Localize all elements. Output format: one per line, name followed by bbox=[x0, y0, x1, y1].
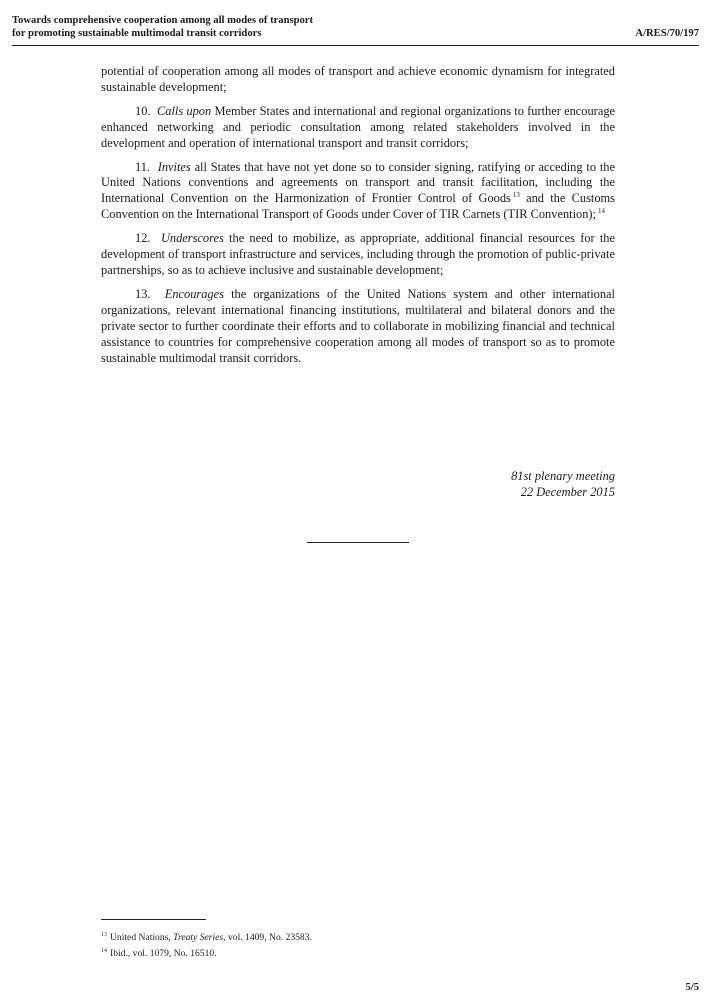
meeting-date: 22 December 2015 bbox=[520, 484, 615, 499]
footnote-marker: 13 bbox=[101, 932, 107, 938]
paragraph-continued bbox=[101, 64, 615, 96]
paragraph-text: potential of cooperation among all modes of transport and achieve economic dynamism for integrated sustainable development; bbox=[101, 64, 615, 94]
paragraph-13 bbox=[101, 287, 615, 367]
page-number: 5/5 bbox=[685, 982, 699, 993]
paragraph-number: 13. bbox=[135, 286, 151, 301]
paragraph-number: 10. bbox=[135, 103, 151, 118]
footnote-text: United Nations, bbox=[110, 932, 174, 943]
paragraph-keyword: Calls upon bbox=[157, 103, 212, 118]
paragraph-12 bbox=[101, 231, 615, 279]
header-title bbox=[12, 15, 313, 40]
paragraph-keyword: Invites bbox=[157, 159, 191, 174]
paragraph-text: Member States and international and regional organizations to further encourage enhanced networking and periodic consultation among related stakeholders involved in the development and operation of international transport and transit corridors; bbox=[101, 103, 616, 150]
paragraph-text: all States that have not yet done so to consider signing, ratifying or acceding to the United Nations conventions and agreements on transport and transit facilitation, including the International Convention on the Harmonization of Frontier Control of Goods bbox=[101, 159, 616, 206]
footnote-text: Ibid., vol. 1079, No. 16510. bbox=[110, 948, 217, 959]
paragraph-10 bbox=[101, 104, 615, 152]
paragraph-text: the organizations of the United Nations system and other international organizations, relevant international financing institutions, multilateral and bilateral donors and the private sector to further coordinate their efforts and to collaborate in mobilizing financial and technical assistance to countries for comprehensive cooperation among all modes of transport so as to promote sustainable multimodal transit corridors. bbox=[101, 286, 615, 365]
document-symbol: A/RES/70/197 bbox=[635, 28, 699, 39]
paragraph-text: the need to mobilize, as appropriate, additional financial resources for the development of transport infrastructure and services, including through the promotion of public-private partnerships, so as to achieve inclusive and sustainable development; bbox=[101, 231, 615, 277]
paragraph-keyword: Underscores bbox=[160, 231, 224, 246]
paragraph-number: 11. bbox=[135, 159, 151, 174]
header-title-line-2: for promoting sustainable multimodal transit corridors bbox=[12, 27, 262, 39]
meeting-session: 81st plenary meeting bbox=[511, 469, 615, 483]
paragraph-11 bbox=[101, 160, 615, 224]
footnote-13 bbox=[101, 930, 312, 946]
meeting-info bbox=[511, 469, 615, 501]
footnote-italic-text: Treaty Series bbox=[173, 932, 224, 943]
footnote-marker: 14 bbox=[101, 948, 107, 954]
paragraph-text: and the Customs Convention on the International Transport of Goods under Cover of TIR Carnets (TIR Convention); bbox=[101, 191, 615, 222]
footnote-separator bbox=[101, 919, 206, 920]
paragraph-keyword: Encourages bbox=[164, 286, 224, 301]
end-of-resolution-rule bbox=[307, 542, 409, 543]
footnote-ref-13[interactable]: 13 bbox=[512, 191, 520, 200]
paragraph-number: 12. bbox=[135, 231, 151, 246]
header-title-line-1: Towards comprehensive cooperation among all modes of transport bbox=[12, 15, 314, 26]
footnote-text: , vol. 1409, No. 23583. bbox=[223, 932, 312, 943]
page-header bbox=[12, 15, 699, 46]
footnote-ref-14[interactable]: 14 bbox=[597, 207, 605, 216]
footnote-14 bbox=[101, 946, 312, 962]
footnotes bbox=[101, 930, 312, 962]
resolution-body bbox=[101, 64, 615, 374]
